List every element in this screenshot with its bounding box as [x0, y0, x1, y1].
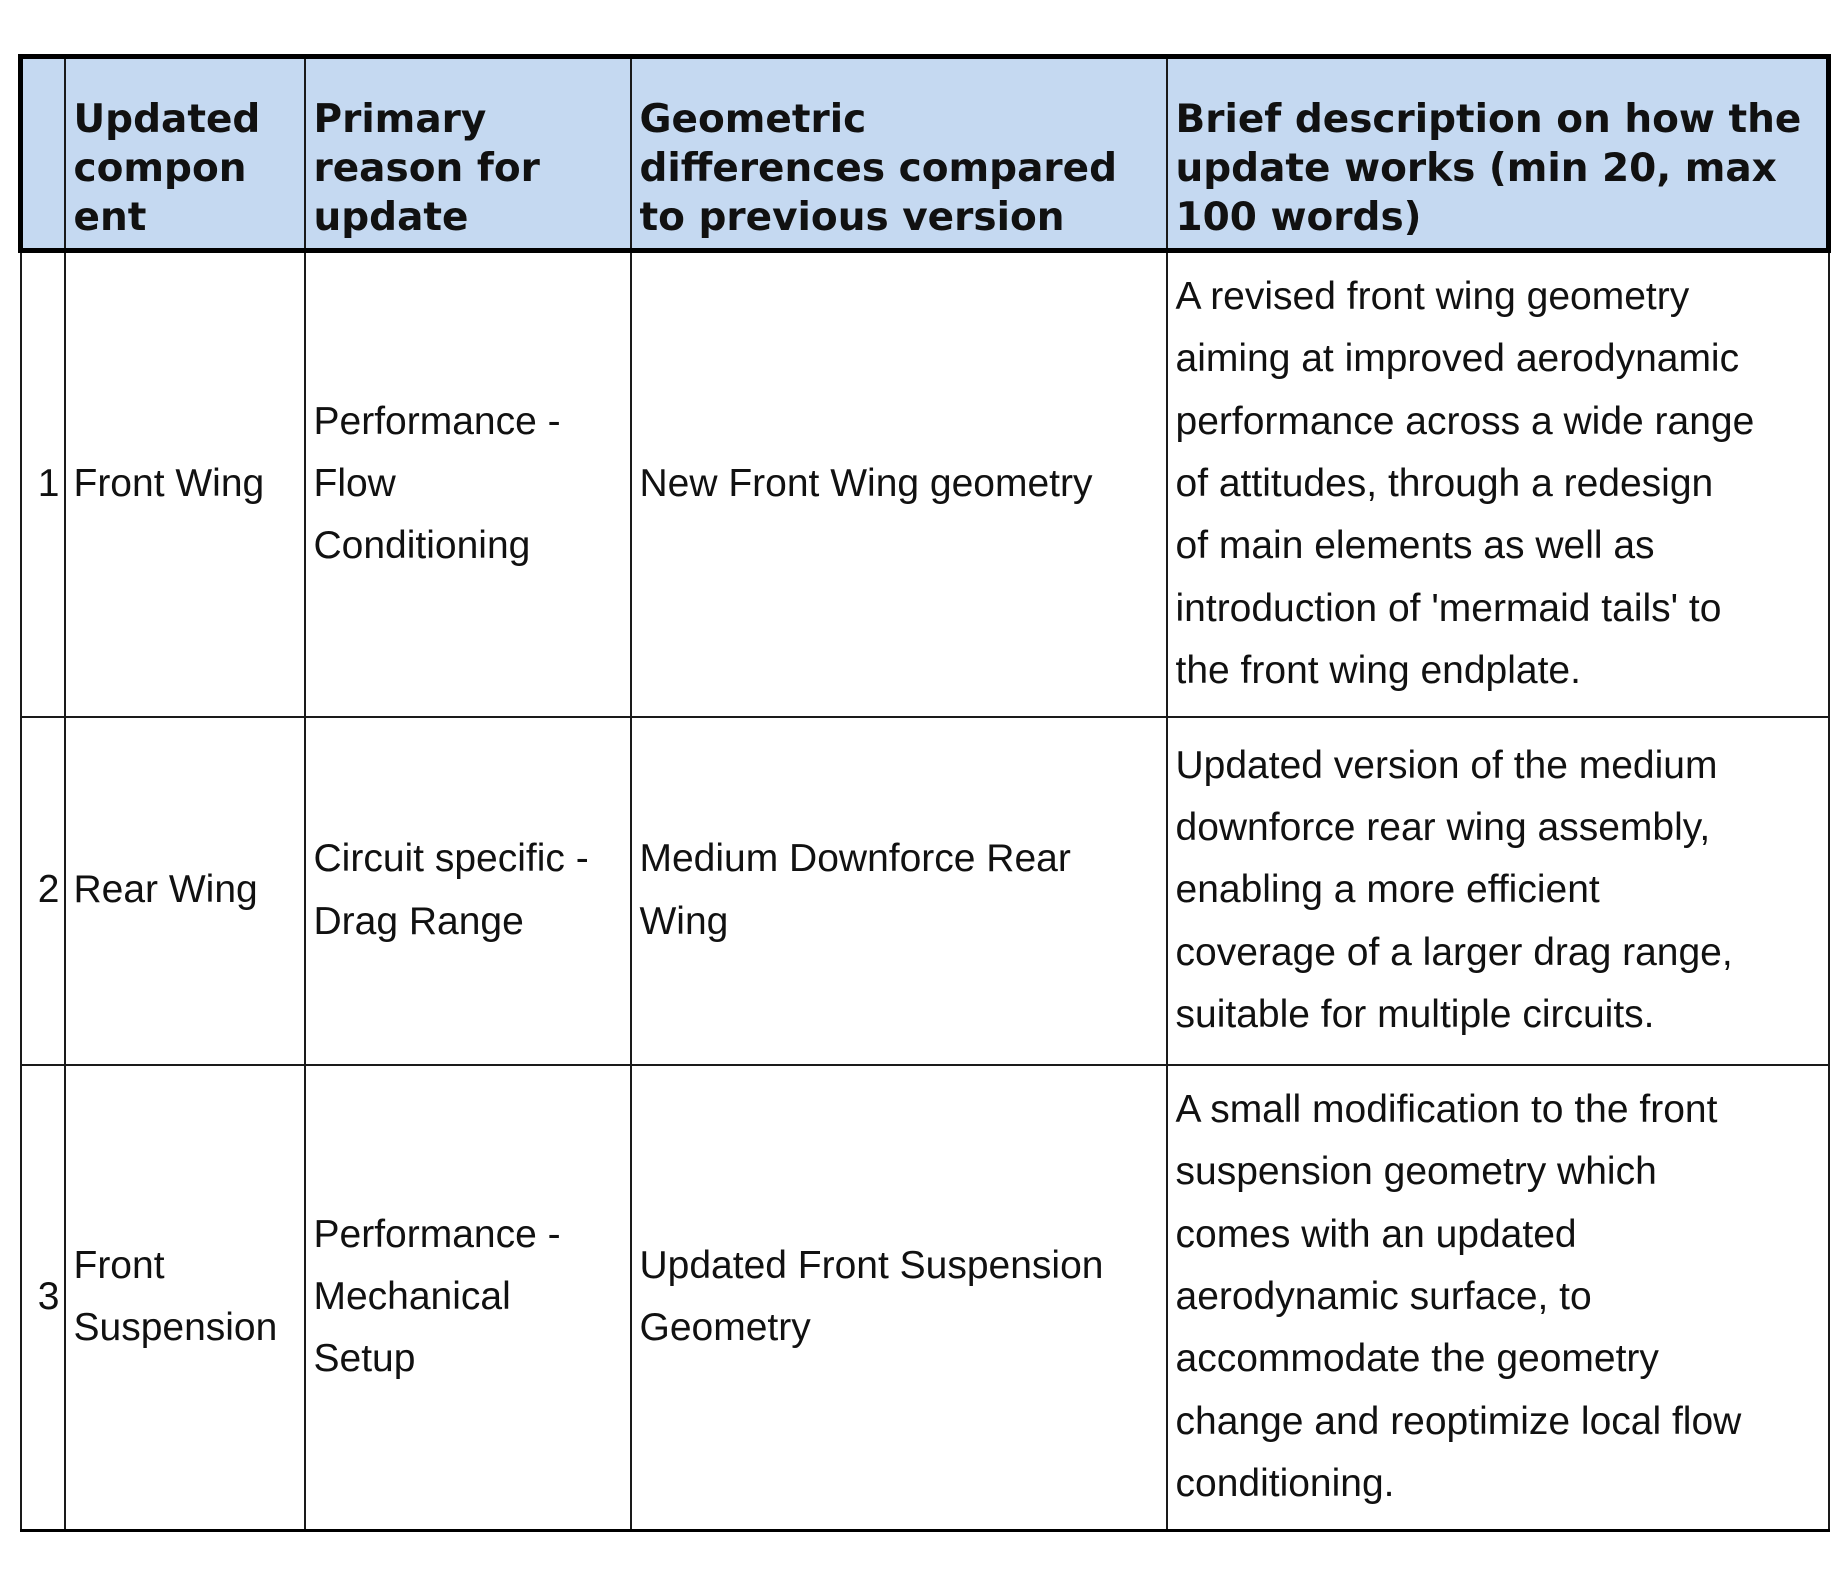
primary-reason-cell: Circuit specific - Drag Range: [305, 717, 631, 1065]
header-updated-component: Updated compon ent: [65, 57, 305, 251]
table-row: [21, 717, 1829, 1065]
primary-reason-cell: Performance - Flow Conditioning: [305, 251, 631, 717]
description-cell: A small modification to the front suspension geometry which comes with an updated aerodynamic surface, to accommodate the geometry change and reoptimize local flow conditioning.: [1167, 1065, 1829, 1531]
table-row: [21, 1065, 1829, 1531]
table-row: [21, 251, 1829, 717]
geometric-differences-cell: Medium Downforce Rear Wing: [631, 717, 1167, 1065]
updates-table: [18, 54, 1831, 1532]
row-number: 3: [21, 1065, 65, 1531]
header-geometric-differences: Geometric differences compared to previous version: [631, 57, 1167, 251]
table-body: [21, 251, 1829, 1531]
row-number: 2: [21, 717, 65, 1065]
updated-component-cell: Front Wing: [65, 251, 305, 717]
header-index: [21, 57, 65, 251]
table-header: [21, 57, 1829, 251]
geometric-differences-cell: Updated Front Suspension Geometry: [631, 1065, 1167, 1531]
updated-component-cell: Front Suspension: [65, 1065, 305, 1531]
description-cell: A revised front wing geometry aiming at improved aerodynamic performance across a wide range of attitudes, through a redesign of main elements as well as introduction of 'mermaid tails' to the front wing endplate.: [1167, 251, 1829, 717]
updated-component-cell: Rear Wing: [65, 717, 305, 1065]
header-primary-reason: Primary reason for update: [305, 57, 631, 251]
geometric-differences-cell: New Front Wing geometry: [631, 251, 1167, 717]
header-brief-description: Brief description on how the update works (min 20, max 100 words): [1167, 57, 1829, 251]
primary-reason-cell: Performance - Mechanical Setup: [305, 1065, 631, 1531]
row-number: 1: [21, 251, 65, 717]
header-row: [21, 57, 1829, 251]
description-cell: Updated version of the medium downforce rear wing assembly, enabling a more efficient coverage of a larger drag range, suitable for multiple circuits.: [1167, 717, 1829, 1065]
